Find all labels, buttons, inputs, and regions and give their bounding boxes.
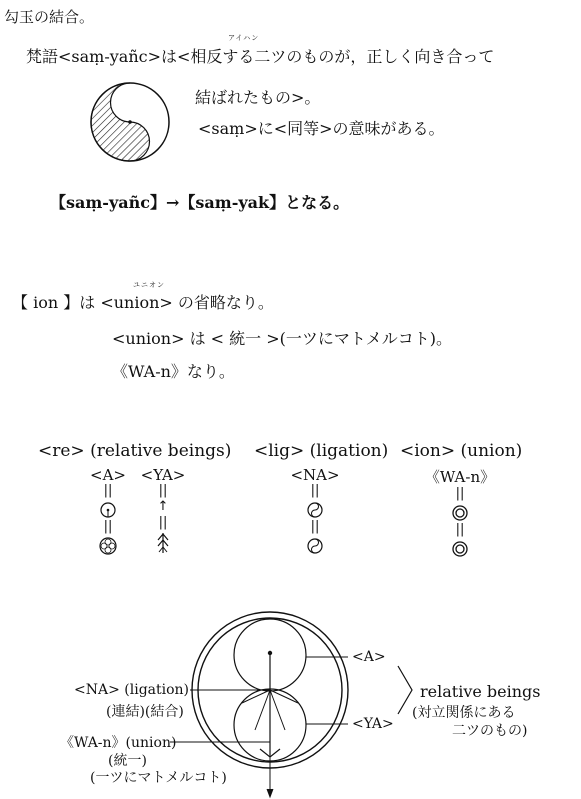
diagram-label-wan-sub2: (一ツにマトメルコト)	[90, 770, 227, 786]
sam-meaning-line: <saṃ>に<同等>の意味がある。	[198, 119, 445, 138]
diagram-label-relative-sub2: 二ツのもの)	[452, 723, 528, 739]
column-wan	[420, 466, 500, 559]
sanskrit-line: 梵語<saṃ-yañc>は<相反する二ツのものが，正しく向き合って	[26, 47, 495, 66]
up-arrow-icon: ↑	[157, 499, 169, 514]
label-a: <A>	[90, 466, 126, 484]
equals-sign: ||	[158, 483, 168, 498]
diagram-label-wan-sub1: (統一)	[108, 753, 147, 769]
ruby-union: ユニオン	[133, 281, 165, 289]
sanskrit-formula: 【saṃ-yañc】→【saṃ-yak】となる。	[50, 193, 350, 212]
sanskrit-line-2: 結ばれたもの>。	[195, 88, 321, 107]
diagram-label-na: <NA> (ligation)	[74, 682, 190, 698]
union-definition: <union> は < 統一 >(一ツにマトメルコト)。	[112, 329, 452, 348]
label-na: <NA>	[290, 466, 340, 484]
diagram-label-wan: 《WA-n》(union)	[60, 735, 177, 751]
na-yinyang-icon	[306, 500, 324, 520]
header-ion: <ion> (union)	[400, 441, 523, 461]
column-a	[90, 466, 126, 556]
diagram-label-ya: <YA>	[352, 716, 394, 732]
ya-arrow-icon	[156, 532, 170, 554]
header-lig: <lig> (ligation)	[254, 441, 389, 461]
yin-yang-symbol	[88, 80, 172, 164]
equals-sign: ||	[455, 486, 465, 501]
wan-double-circle-icon	[451, 503, 469, 523]
wan-double-circle-icon-2	[451, 539, 469, 559]
page-heading: 勾玉の結合。	[4, 8, 95, 26]
equals-sign: ||	[103, 519, 113, 534]
equals-sign: ||	[455, 522, 465, 537]
label-ya: <YA>	[140, 466, 186, 484]
na-yinyang-icon-2	[306, 536, 324, 556]
label-wan: 《WA-n》	[424, 468, 496, 486]
diagram-label-relative: relative beings	[420, 682, 541, 701]
ion-definition: 【 ion 】は <union> の省略なり。	[12, 293, 274, 312]
diagram-label-relative-sub1: (対立関係にある	[412, 705, 516, 721]
equals-sign: ||	[158, 515, 168, 530]
diagram-label-a: <A>	[352, 649, 386, 665]
equals-sign: ||	[310, 483, 320, 498]
ruby-aihan: アイハン	[228, 34, 260, 42]
equals-sign: ||	[310, 519, 320, 534]
diagram-label-na-sub: (連結)(結合)	[106, 704, 184, 720]
wan-line: 《WA-n》なり。	[112, 362, 235, 381]
column-na	[290, 466, 340, 556]
a-circle-icon	[99, 500, 117, 520]
header-re: <re> (relative beings)	[38, 441, 232, 461]
equals-sign: ||	[103, 483, 113, 498]
a-flower-icon	[98, 536, 118, 556]
column-ya	[138, 466, 188, 554]
